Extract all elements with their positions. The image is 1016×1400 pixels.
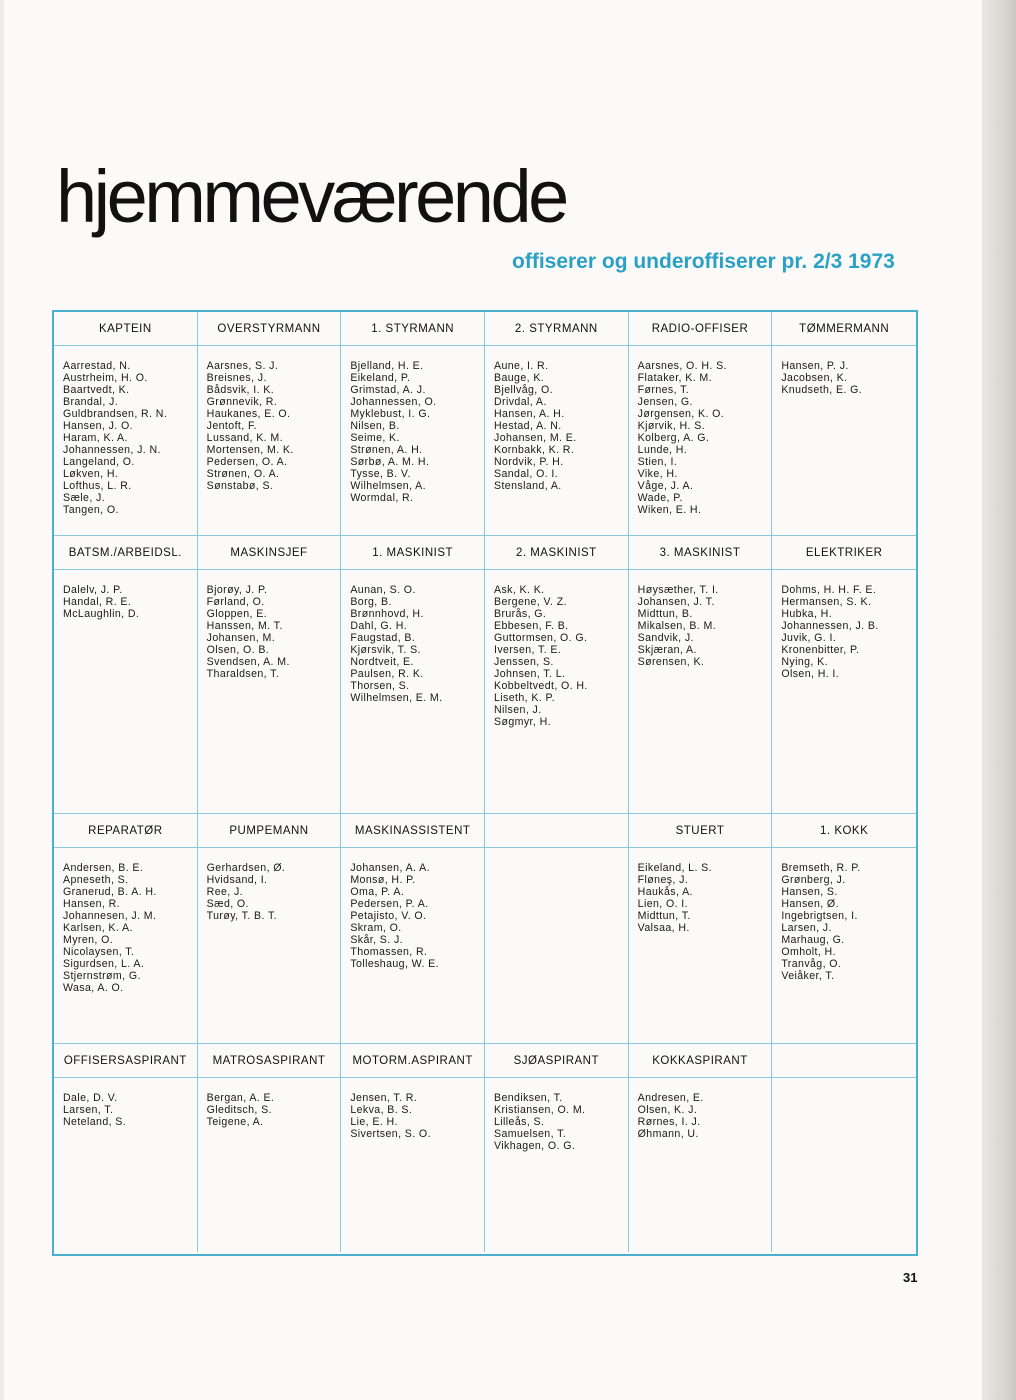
crew-name: Sandvik, J. <box>637 632 694 644</box>
crew-name: Tolleshaug, W. E. <box>350 958 439 970</box>
crew-name: Juvik, G. I. <box>781 632 837 644</box>
crew-name: Bendiksen, T. <box>494 1092 563 1104</box>
crew-name: Andresen, E. <box>637 1092 704 1104</box>
name-list <box>54 1078 198 1252</box>
crew-name: Olsen, O. B. <box>206 644 270 656</box>
crew-name: Flataker, K. M. <box>637 372 712 384</box>
crew-name: Thomassen, R. <box>350 946 428 958</box>
page-number: 31 <box>903 1270 918 1285</box>
crew-name: Dale, D. V. <box>63 1092 118 1104</box>
crew-name: Hermansen, S. K. <box>781 596 872 608</box>
name-list <box>772 570 916 814</box>
name-list <box>54 570 198 814</box>
name-list <box>198 346 342 536</box>
crew-name: Jensen, G. <box>637 396 693 408</box>
crew-name: Sønstabø, S. <box>206 480 274 492</box>
crew-name: Våge, J. A. <box>637 480 694 492</box>
crew-name: Lie, E. H. <box>350 1116 398 1128</box>
crew-name: Søgmyr, H. <box>494 716 551 728</box>
name-list <box>341 1078 485 1252</box>
crew-name: Løkven, H. <box>63 468 119 480</box>
crew-name: Stensland, A. <box>494 480 562 492</box>
crew-name: Austrheim, H. O. <box>63 372 148 384</box>
crew-name: Turøy, T. B. T. <box>206 910 278 922</box>
crew-name: Sæd, O. <box>206 898 249 910</box>
page-subtitle: offiserer og underoffiserer pr. 2/3 1973 <box>512 250 895 273</box>
crew-name: Wilhelmsen, A. <box>350 480 426 492</box>
crew-name: Lilleås, S. <box>494 1116 545 1128</box>
crew-name: Johansen, M. <box>206 632 276 644</box>
crew-name: Pedersen, P. A. <box>350 898 429 910</box>
crew-name: Seime, K. <box>350 432 400 444</box>
crew-name: Svendsen, A. M. <box>206 656 290 668</box>
crew-name: Førland, O. <box>206 596 265 608</box>
crew-name: Strønen, O. A. <box>206 468 280 480</box>
crew-name: Kjørvik, H. S. <box>637 420 706 432</box>
crew-name: Wade, P. <box>637 492 683 504</box>
column-header: SJØASPIRANT <box>485 1044 629 1078</box>
crew-name: Andersen, B. E. <box>63 862 144 874</box>
crew-name: Eikeland, L. S. <box>637 862 712 874</box>
crew-name: Brønnhovd, H. <box>350 608 424 620</box>
crew-name: Dohms, H. H. F. E. <box>781 584 877 596</box>
crew-name: Johansen, A. A. <box>350 862 430 874</box>
crew-name: Apneseth, S. <box>63 874 129 886</box>
crew-name: Haukås, A. <box>637 886 693 898</box>
crew-name: Nilsen, B. <box>350 420 400 432</box>
crew-name: Skram, O. <box>350 922 402 934</box>
crew-name: Baartvedt, K. <box>63 384 130 396</box>
crew-name: Bremseth, R. P. <box>781 862 861 874</box>
crew-name: Eikeland, P. <box>350 372 411 384</box>
name-list <box>772 848 916 1044</box>
crew-name: Jenssen, S. <box>494 656 554 668</box>
name-list <box>198 1078 342 1252</box>
crew-name: Iversen, T. E. <box>494 644 562 656</box>
crew-name: Liseth, K. P. <box>494 692 555 704</box>
crew-name: Larsen, T. <box>63 1104 114 1116</box>
crew-name: Nilsen, J. <box>494 704 542 716</box>
crew-name: Sæle, J. <box>63 492 106 504</box>
crew-name: Bjorøy, J. P. <box>206 584 268 596</box>
crew-name: Bjellvåg, O. <box>494 384 553 396</box>
crew-name: Knudseth, E. G. <box>781 384 863 396</box>
crew-name: Stjernstrøm, G. <box>63 970 141 982</box>
name-list <box>341 570 485 814</box>
crew-name: Brurås, G. <box>494 608 547 620</box>
crew-name: Myklebust, I. G. <box>350 408 431 420</box>
crew-name: Aunan, S. O. <box>350 584 416 596</box>
crew-name: Johannessen, O. <box>350 396 437 408</box>
crew-name: Haukanes, E. O. <box>206 408 291 420</box>
column-header: OVERSTYRMANN <box>198 312 342 346</box>
crew-name: Hansen, S. <box>781 886 838 898</box>
crew-name: Wiken, E. H. <box>637 504 702 516</box>
column-header: KOKKASPIRANT <box>629 1044 773 1078</box>
crew-name: Lien, O. I. <box>637 898 688 910</box>
crew-name: Lussand, K. M. <box>206 432 283 444</box>
crew-name: Sørensen, K. <box>637 656 705 668</box>
crew-name: Stien, I. <box>637 456 678 468</box>
name-list <box>772 346 916 536</box>
crew-name: Bjelland, H. E. <box>350 360 424 372</box>
column-header: TØMMERMANN <box>772 312 916 346</box>
crew-name: Nordtveit, E. <box>350 656 414 668</box>
crew-name: Nying, K. <box>781 656 828 668</box>
column-header: REPARATØR <box>54 814 198 848</box>
crew-name: Rørnes, I. J. <box>637 1116 701 1128</box>
page-left-edge <box>0 0 4 1400</box>
crew-name: Bådsvik, I. K. <box>206 384 275 396</box>
crew-name: Bergan, A. E. <box>206 1092 275 1104</box>
name-list <box>341 848 485 1044</box>
crew-name: Dahl, G. H. <box>350 620 408 632</box>
crew-name: Monsø, H. P. <box>350 874 416 886</box>
name-list <box>485 848 629 1044</box>
crew-name: Johansen, J. T. <box>637 596 715 608</box>
crew-name: Ingebrigtsen, I. <box>781 910 858 922</box>
crew-name: Handal, R. E. <box>63 596 132 608</box>
column-header: BATSM./ARBEIDSL. <box>54 536 198 570</box>
crew-name: Tharaldsen, T. <box>206 668 280 680</box>
crew-name: Veiåker, T. <box>781 970 835 982</box>
column-header: MASKINASSISTENT <box>341 814 485 848</box>
crew-name: Johansen, M. E. <box>494 432 577 444</box>
crew-name: Strønen, A. H. <box>350 444 423 456</box>
crew-name: Sivertsen, S. O. <box>350 1128 431 1140</box>
column-header: OFFISERSASPIRANT <box>54 1044 198 1078</box>
crew-name: Myren, O. <box>63 934 114 946</box>
crew-name: Thorsen, S. <box>350 680 410 692</box>
crew-name: Nordvik, P. H. <box>494 456 564 468</box>
crew-name: Brandal, J. <box>63 396 119 408</box>
crew-name: Aarsnes, S. J. <box>206 360 279 372</box>
column-header: PUMPEMANN <box>198 814 342 848</box>
crew-name: Lekva, B. S. <box>350 1104 413 1116</box>
page-right-edge <box>982 0 1016 1400</box>
crew-name: Skjæran, A. <box>637 644 697 656</box>
crew-name: Johannessen, J. B. <box>781 620 879 632</box>
crew-name: Hubka, H. <box>781 608 833 620</box>
crew-name: Vikhagen, O. G. <box>494 1140 576 1152</box>
crew-name: Høysæther, T. I. <box>637 584 719 596</box>
crew-name: Borg, B. <box>350 596 392 608</box>
crew-table <box>52 310 918 1256</box>
crew-name: Sandal, O. I. <box>494 468 559 480</box>
name-list <box>629 346 773 536</box>
column-header: 1. KOKK <box>772 814 916 848</box>
name-list <box>629 1078 773 1252</box>
crew-name: Tranvåg, O. <box>781 958 842 970</box>
crew-name: Aarrestad, N. <box>63 360 131 372</box>
crew-name: Hansen, P. J. <box>781 360 849 372</box>
crew-name: Mortensen, M. K. <box>206 444 294 456</box>
name-list <box>629 570 773 814</box>
name-list <box>341 346 485 536</box>
crew-name: Oma, P. A. <box>350 886 405 898</box>
page-title: hjemmeværende <box>56 155 566 238</box>
name-list <box>54 848 198 1044</box>
column-header: KAPTEIN <box>54 312 198 346</box>
crew-name: Aune, I. R. <box>494 360 549 372</box>
crew-name: Jørgensen, K. O. <box>637 408 725 420</box>
crew-name: Nicolaysen, T. <box>63 946 135 958</box>
crew-name: Teigene, A. <box>206 1116 264 1128</box>
crew-name: Midttun, T. <box>637 910 691 922</box>
crew-name: Drivdal, A. <box>494 396 547 408</box>
crew-name: Pedersen, O. A. <box>206 456 288 468</box>
crew-name: Olsen, K. J. <box>637 1104 698 1116</box>
crew-name: Dalelv, J. P. <box>63 584 123 596</box>
crew-name: Lofthus, L. R. <box>63 480 132 492</box>
column-header: ELEKTRIKER <box>772 536 916 570</box>
name-list <box>629 848 773 1044</box>
crew-name: Hansen, J. O. <box>63 420 133 432</box>
crew-name: Omholt, H. <box>781 946 836 958</box>
column-header: RADIO-OFFISER <box>629 312 773 346</box>
crew-name: Hansen, R. <box>63 898 120 910</box>
crew-name: Granerud, B. A. H. <box>63 886 157 898</box>
crew-name: Wasa, A. O. <box>63 982 124 994</box>
crew-name: Grønnevik, R. <box>206 396 278 408</box>
crew-name: Sigurdsen, L. A. <box>63 958 145 970</box>
crew-name: Wormdal, R. <box>350 492 414 504</box>
name-list <box>772 1078 916 1252</box>
crew-name: Johannessen, J. N. <box>63 444 161 456</box>
crew-name: Hestad, A. N. <box>494 420 562 432</box>
crew-name: Bergene, V. Z. <box>494 596 567 608</box>
column-header: MATROSASPIRANT <box>198 1044 342 1078</box>
crew-name: Wilhelmsen, E. M. <box>350 692 443 704</box>
column-header <box>772 1044 916 1078</box>
name-list <box>198 848 342 1044</box>
column-header: 1. STYRMANN <box>341 312 485 346</box>
crew-name: Johnsen, T. L. <box>494 668 566 680</box>
crew-name: Kristiansen, O. M. <box>494 1104 586 1116</box>
crew-name: Petajisto, V. O. <box>350 910 427 922</box>
crew-name: Guldbrandsen, R. N. <box>63 408 168 420</box>
crew-name: Breisnes, J. <box>206 372 267 384</box>
crew-name: Valsaa, H. <box>637 922 690 934</box>
crew-name: Tangen, O. <box>63 504 119 516</box>
crew-name: Langeland, O. <box>63 456 135 468</box>
name-list <box>54 346 198 536</box>
column-header: 2. MASKINIST <box>485 536 629 570</box>
crew-name: Sørbø, A. M. H. <box>350 456 430 468</box>
crew-name: Johannesen, J. M. <box>63 910 157 922</box>
crew-name: Faugstad, B. <box>350 632 416 644</box>
crew-name: Hvidsand, I. <box>206 874 268 886</box>
crew-name: Grønberg, J. <box>781 874 846 886</box>
column-header: MOTORM.ASPIRANT <box>341 1044 485 1078</box>
crew-name: Ree, J. <box>206 886 244 898</box>
column-header: 3. MASKINIST <box>629 536 773 570</box>
crew-name: Aarsnes, O. H. S. <box>637 360 727 372</box>
crew-name: Gerhardsen, Ø. <box>206 862 286 874</box>
crew-name: Førnes, T. <box>637 384 690 396</box>
crew-name: Hansen, Ø. <box>781 898 839 910</box>
column-header: STUERT <box>629 814 773 848</box>
column-header <box>485 814 629 848</box>
crew-name: Marhaug, G. <box>781 934 845 946</box>
crew-name: Ask, K. K. <box>494 584 545 596</box>
crew-name: Fløneş, J. <box>637 874 689 886</box>
crew-name: Kronenbitter, P. <box>781 644 860 656</box>
crew-name: Midttun, B. <box>637 608 693 620</box>
crew-name: Jentoft, F. <box>206 420 257 432</box>
crew-name: Mikalsen, B. M. <box>637 620 717 632</box>
name-list <box>485 346 629 536</box>
column-header: 1. MASKINIST <box>341 536 485 570</box>
crew-name: Neteland, S. <box>63 1116 127 1128</box>
crew-name: Karlsen, K. A. <box>63 922 133 934</box>
crew-name: Kjørsvik, T. S. <box>350 644 421 656</box>
crew-name: Tysse, B. V. <box>350 468 411 480</box>
crew-name: Jensen, T. R. <box>350 1092 418 1104</box>
crew-name: Guttormsen, O. G. <box>494 632 588 644</box>
crew-name: Kolberg, A. G. <box>637 432 710 444</box>
crew-name: Bauge, K. <box>494 372 545 384</box>
crew-name: Olsen, H. I. <box>781 668 840 680</box>
crew-name: Kobbeltvedt, O. H. <box>494 680 588 692</box>
column-header: 2. STYRMANN <box>485 312 629 346</box>
crew-name: Larsen, J. <box>781 922 832 934</box>
crew-name: Ebbesen, F. B. <box>494 620 569 632</box>
crew-name: Jacobsen, K. <box>781 372 848 384</box>
crew-name: Vike, H. <box>637 468 678 480</box>
crew-name: Gloppen, E. <box>206 608 268 620</box>
crew-name: McLaughlin, D. <box>63 608 140 620</box>
name-list <box>198 570 342 814</box>
name-list <box>485 570 629 814</box>
crew-name: Hansen, A. H. <box>494 408 565 420</box>
crew-name: Hanssen, M. T. <box>206 620 283 632</box>
crew-name: Skår, S. J. <box>350 934 404 946</box>
crew-name: Grimstad, A. J. <box>350 384 426 396</box>
crew-name: Lunde, H. <box>637 444 688 456</box>
crew-name: Gleditsch, S. <box>206 1104 272 1116</box>
crew-name: Øhmann, U. <box>637 1128 699 1140</box>
name-list <box>485 1078 629 1252</box>
crew-name: Kornbakk, K. R. <box>494 444 575 456</box>
crew-name: Paulsen, R. K. <box>350 668 424 680</box>
crew-name: Haram, K. A. <box>63 432 128 444</box>
crew-name: Samuelsen, T. <box>494 1128 567 1140</box>
column-header: MASKINSJEF <box>198 536 342 570</box>
